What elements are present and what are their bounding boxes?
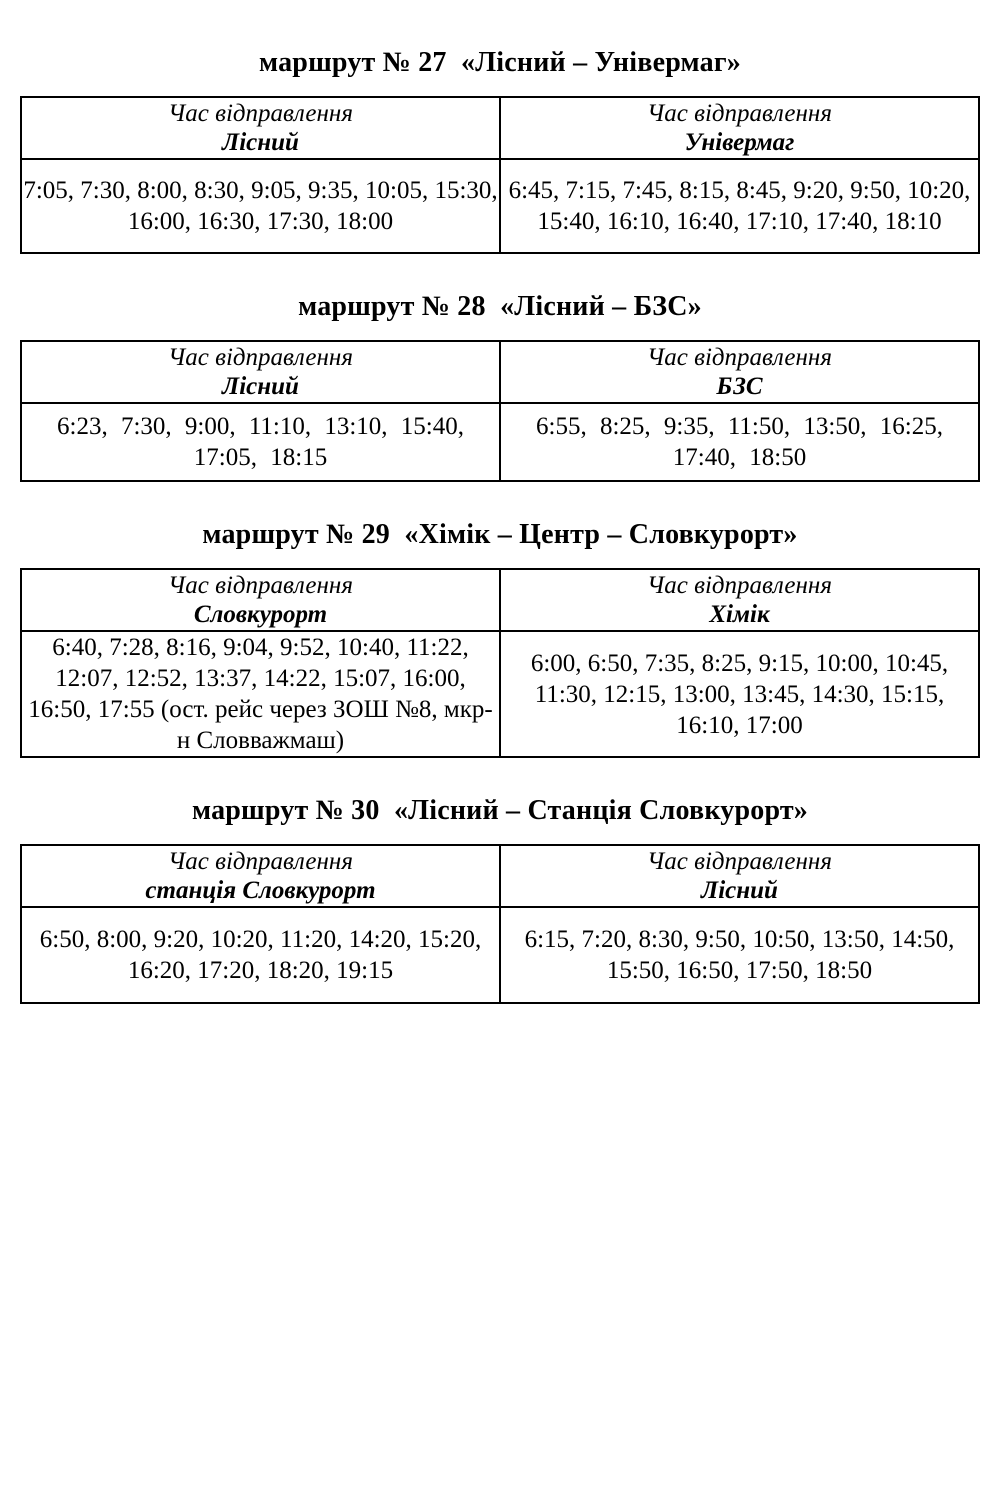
stop-name-label: Словкурорт [193,601,328,628]
schedule-table [20,96,980,254]
header-cell [21,341,500,403]
times-cell: 7:05, 7:30, 8:00, 8:30, 9:05, 9:35, 10:05, 15:30, 16:00, 16:30, 17:30, 18:00 [21,159,500,253]
schedule-table [20,844,980,1004]
times-cell: 6:55, 8:25, 9:35, 11:50, 13:50, 16:25, 17:40, 18:50 [500,403,979,481]
stop-name-label: БЗС [716,373,763,400]
route-section-30 [20,794,980,1004]
stop-name-label: Універмаг [684,129,795,156]
route-title: маршрут № 27 «Лісний – Універмаг» [259,47,741,78]
route-title: маршрут № 29 «Хімік – Центр – Словкурорт» [202,519,798,550]
times-cell: 6:15, 7:20, 8:30, 9:50, 10:50, 13:50, 14:50, 15:50, 16:50, 17:50, 18:50 [500,907,979,1003]
stop-name-label: станція Словкурорт [145,877,376,904]
times-cell: 6:50, 8:00, 9:20, 10:20, 11:20, 14:20, 15:20, 16:20, 17:20, 18:20, 19:15 [21,907,500,1003]
times-cell: 6:00, 6:50, 7:35, 8:25, 9:15, 10:00, 10:45, 11:30, 12:15, 13:00, 13:45, 14:30, 15:15, 16:10, 17:00 [500,631,979,757]
stop-name-label: Лісний [222,129,299,156]
schedule-table [20,340,980,482]
route-title: маршрут № 30 «Лісний – Станція Словкурорт» [191,795,808,826]
times-cell: 6:45, 7:15, 7:45, 8:15, 8:45, 9:20, 9:50, 10:20, 15:40, 16:10, 16:40, 17:10, 17:40, 18:10 [500,159,979,253]
header-cell [21,845,500,907]
stop-name-label: Лісний [701,877,778,904]
departure-time-label: Час відправлення [168,100,353,127]
times-row [21,631,979,757]
stop-name-label: Лісний [222,373,299,400]
header-row [21,569,979,631]
departure-time-label: Час відправлення [647,344,832,371]
departure-time-label: Час відправлення [647,848,832,875]
departure-time-label: Час відправлення [168,572,353,599]
departure-time-label: Час відправлення [168,344,353,371]
times-row [21,907,979,1003]
route-section-29 [20,518,980,758]
times-row [21,403,979,481]
times-row [21,159,979,253]
times-cell: 6:23, 7:30, 9:00, 11:10, 13:10, 15:40, 17:05, 18:15 [21,403,500,481]
departure-time-label: Час відправлення [647,572,832,599]
header-cell [500,569,979,631]
header-row [21,97,979,159]
schedule-table [20,568,980,758]
header-cell [21,569,500,631]
route-section-28 [20,290,980,482]
header-cell [21,97,500,159]
header-cell [500,341,979,403]
departure-time-label: Час відправлення [168,848,353,875]
route-section-27 [20,46,980,254]
stop-name-label: Хімік [709,601,770,628]
times-cell: 6:40, 7:28, 8:16, 9:04, 9:52, 10:40, 11:22, 12:07, 12:52, 13:37, 14:22, 15:07, 16:00, 16:50, 17:55 (ост. рейс через ЗОШ №8, мкр-н Словважмаш) [21,631,500,757]
header-cell [500,97,979,159]
header-cell [500,845,979,907]
route-title: маршрут № 28 «Лісний – БЗС» [298,291,702,322]
header-row [21,341,979,403]
header-row [21,845,979,907]
departure-time-label: Час відправлення [647,100,832,127]
